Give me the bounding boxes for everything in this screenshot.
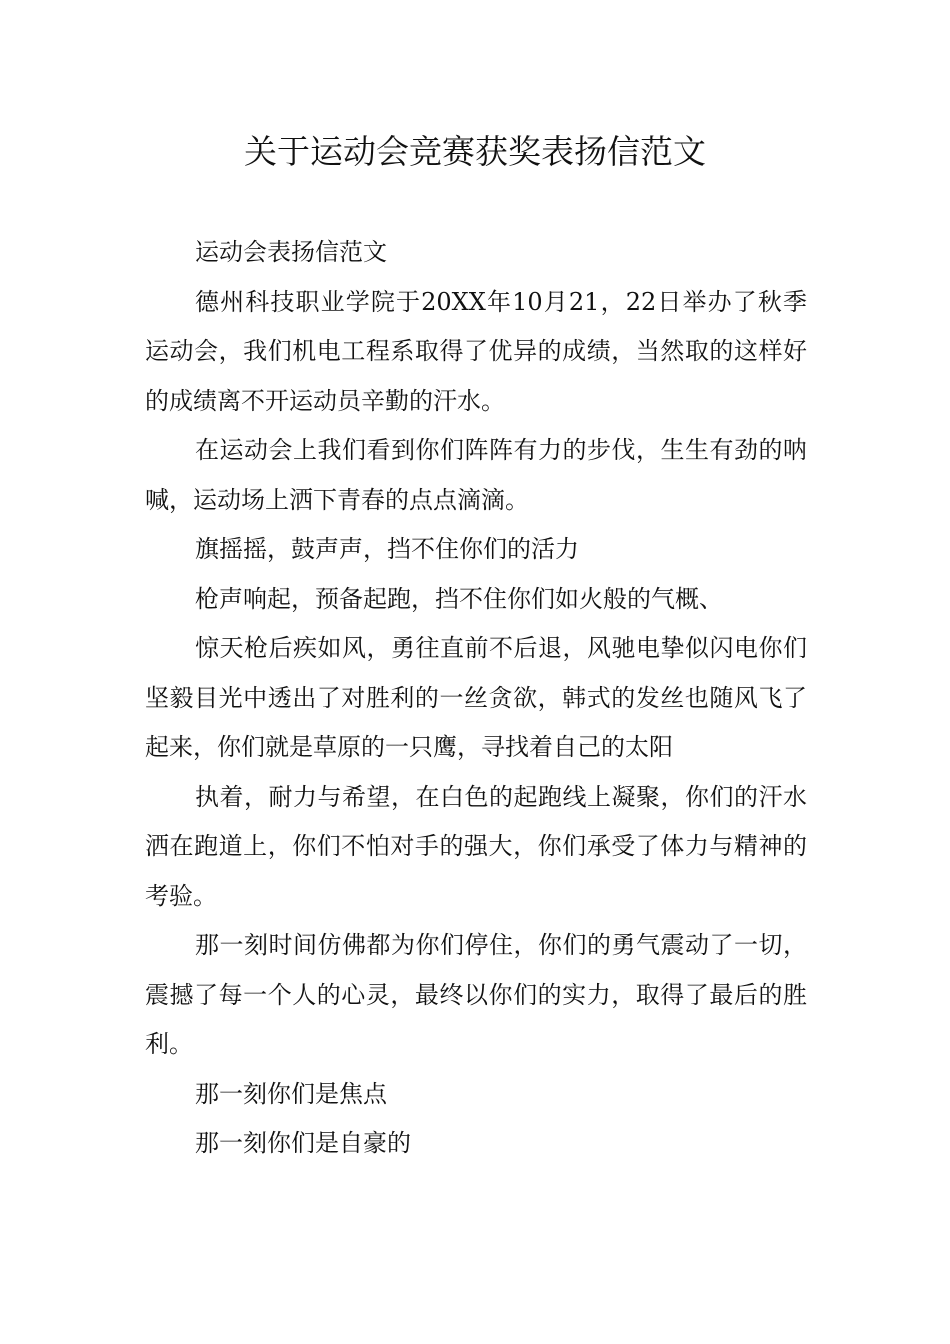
paragraph: 那一刻时间仿佛都为你们停住，你们的勇气震动了一切，震撼了每一个人的心灵，最终以你们的实力，取得了最后的胜利。 (145, 931, 807, 1058)
paragraph: 那一刻你们是焦点 (195, 1079, 387, 1108)
document-title: 关于运动会竞赛获奖表扬信范文 (244, 132, 706, 171)
paragraph: 枪声响起，预备起跑，挡不住你们如火般的气概、 (195, 584, 723, 613)
paragraph: 那一刻你们是自豪的 (195, 1129, 411, 1157)
paragraph: 惊天枪后疾如风，勇往直前不后退，风驰电挚似闪电你们坚毅目光中透出了对胜利的一丝贪欲，韩式的发丝也随风飞了起来，你们就是草原的一只鹰，寻找着自己的太阳 (145, 634, 807, 761)
paragraph: 德州科技职业学院于20XX年10月21，22日举办了秋季运动会，我们机电工程系取得了优异的成绩，当然取的这样好的成绩离不开运动员辛勤的汗水。 (145, 287, 807, 415)
paragraph: 执着，耐力与希望，在白色的起跑线上凝聚，你们的汗水洒在跑道上，你们不怕对手的强大，你们承受了体力与精神的考验。 (145, 782, 807, 910)
document-body (145, 228, 807, 1169)
paragraph: 旗摇摇，鼓声声，挡不住你们的活力 (195, 535, 579, 563)
paragraph-subtitle: 运动会表扬信范文 (195, 238, 387, 266)
paragraph: 在运动会上我们看到你们阵阵有力的步伐，生生有劲的呐喊，运动场上洒下青春的点点滴滴。 (145, 436, 807, 514)
